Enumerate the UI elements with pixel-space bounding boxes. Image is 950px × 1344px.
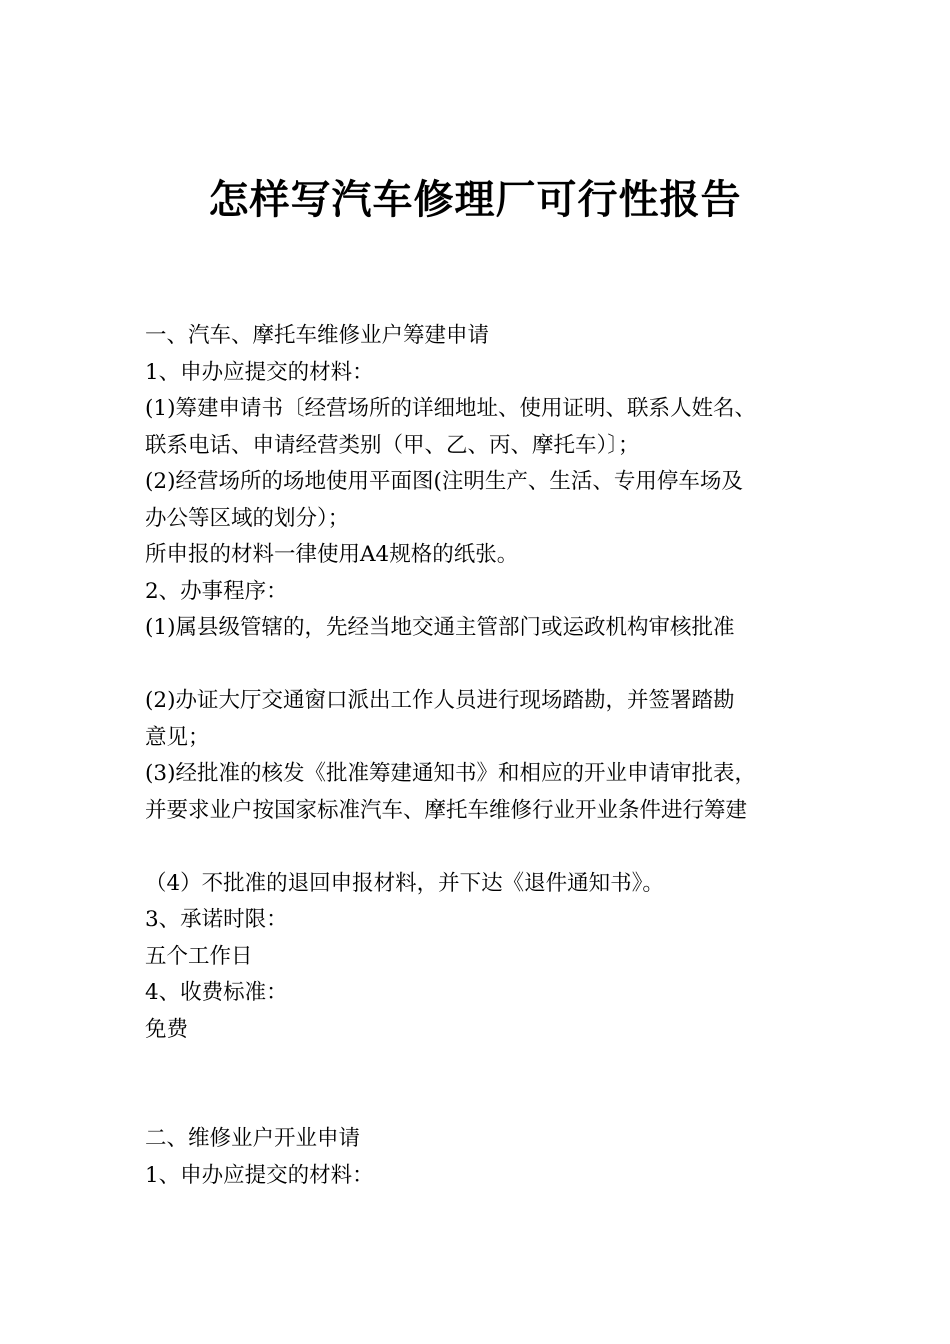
paragraph-line: （4）不批准的退回申报材料，并下达《退件通知书》。	[145, 870, 664, 896]
subheading-procedure: 2、办事程序：	[145, 578, 288, 604]
document-title: 怎样写汽车修理厂可行性报告	[208, 176, 742, 223]
paragraph-line: 联系电话、申请经营类别（甲、乙、丙、摩托车）〕；	[145, 432, 640, 458]
paragraph-line: (3)经批准的核发《批准筹建通知书》和相应的开业申请审批表，	[145, 761, 756, 786]
blank-line	[145, 1085, 825, 1122]
subheading-materials: 1、申办应提交的材料：	[145, 359, 374, 385]
paragraph-line: 办公等区域的划分）；	[145, 505, 350, 531]
paragraph-line: 并要求业户按国家标准汽车、摩托车维修行业开业条件进行筹建	[145, 797, 748, 823]
paragraph-line: (1)属县级管辖的，先经当地交通主管部门或运政机构审核批准	[145, 615, 735, 640]
subheading-materials: 1、申办应提交的材料：	[145, 1162, 374, 1188]
paragraph-line: 免费	[145, 1016, 189, 1042]
subheading-fees: 4、收费标准：	[145, 980, 288, 1005]
paragraph-line: 五个工作日	[145, 943, 253, 969]
paragraph-line: (1)筹建申请书〔经营场所的详细地址、使用证明、联系人姓名、	[145, 396, 756, 421]
blank-line	[145, 829, 825, 866]
subheading-time-limit: 3、承诺时限：	[145, 907, 288, 932]
paragraph-line: (2)办证大厅交通窗口派出工作人员进行现场踏勘，并签署踏勘	[145, 688, 735, 713]
blank-line	[145, 1048, 825, 1085]
paragraph-line: (2)经营场所的场地使用平面图(注明生产、生活、专用停车场及	[145, 469, 743, 494]
section-heading-1: 一、汽车、摩托车维修业户筹建申请	[145, 323, 490, 348]
document-body	[145, 318, 825, 1194]
paragraph-line: 意见；	[145, 724, 210, 750]
blank-line	[145, 647, 825, 684]
paragraph-line: 所申报的材料一律使用A4规格的纸张。	[145, 542, 519, 567]
section-heading-2: 二、维修业户开业申请	[145, 1126, 361, 1151]
